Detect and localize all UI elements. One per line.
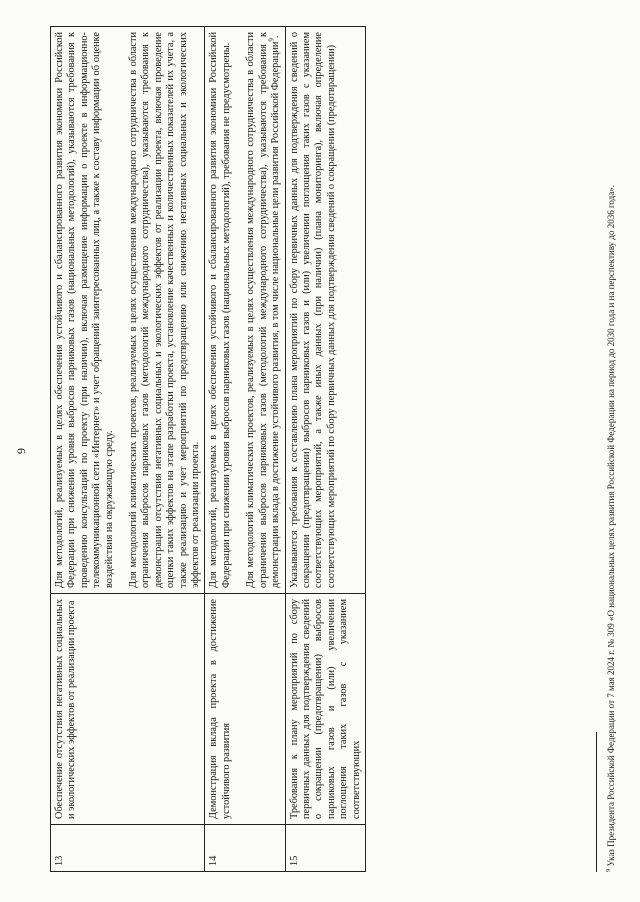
table-row — [285, 27, 365, 872]
requirement-cell: Обеспечение отсутствия негативных социальных и экологических эффектов от реализации проекта — [51, 594, 205, 825]
description-paragraph — [245, 32, 282, 588]
row-number: 13 — [51, 825, 205, 872]
description-cell — [285, 27, 365, 594]
description-cell — [205, 27, 285, 594]
row-number: 15 — [285, 825, 365, 872]
requirement-cell: Требования к плану мероприятий по сбору первичных данных для подтверждения сведений о сокращении (предотвращении) выбросов парниковых газов и (или) увеличении поглощения таких газов с указанием соответствующих — [285, 594, 365, 825]
description-paragraph: Для методологий, реализуемых в целях обеспечения устойчивого и сбалансированного развития экономики Российской Федерации при снижении уровня выбросов парниковых газов (национальных методологий), указываются требования к проведению консультаций по проекту (при наличии), включая размещение информации о проекте в информационно-телекоммуникационной сети «Интернет» и учет обращений заинтересованных лиц, а также к составу информации об оценке воздействия на окружающую среду. — [54, 32, 115, 588]
row-number: 14 — [205, 825, 285, 872]
description-paragraph: Для методологий, реализуемых в целях обеспечения устойчивого и сбалансированного развития экономики Российской Федерации при снижении уровня выбросов парниковых газов (национальных методологий), требования не предусмотрены. — [208, 32, 232, 588]
description-cell — [51, 27, 205, 594]
footnote — [603, 26, 617, 872]
description-paragraph: Для методологий климатических проектов, реализуемых в целях осуществления международного сотрудничества в области ограничения выбросов парниковых газов (методологий международного сотрудничества), указываются требования к демонстрации отсутствия негативных социальных и экологических эффектов от реализации проекта, включая проведение оценки таких эффектов на этапе разработки проекта, установление качественных и количественных показателей их учета, а также реализацию и учет мероприятий по предотвращению или снижению негативных социальных и экологических эффектов от реализации проекта. — [128, 32, 202, 588]
requirement-cell: Демонстрация вклада проекта в достижение устойчивого развития — [205, 594, 285, 825]
page-number: 9 — [14, 448, 28, 454]
table-row — [205, 27, 285, 872]
footnote-text: Указ Президента Российской Федерации от 7 мая 2024 г. № 309 «О национальных целях развития Российской Федерации на период до 2030 года и на перспективу до 2036 года». — [606, 185, 616, 867]
table-row — [51, 27, 205, 872]
description-text: Для методологий климатических проектов, реализуемых в целях осуществления международного сотрудничества в области ограничения выбросов парниковых газов (методологий международного сотрудничества), указываются требования к демонстрации вклада в достижение устойчивого развития, в том числе национальные цели развития Российской Федерации — [245, 32, 282, 588]
description-paragraph: Указываются требования к составлению плана мероприятий по сбору первичных данных для подтверждения сведений о сокращении (предотвращении) выбросов парниковых газов и (или) увеличении поглощения таких газов с указанием соответствующих мероприятий, а также иных данных (при наличии) (плана мониторинга), включая определение соответствующих мероприятий по сбору первичных данных для подтверждения сведений о сокращении (предотвращении) — [288, 32, 337, 588]
description-end: . — [270, 35, 282, 39]
requirements-table — [50, 26, 366, 872]
footnote-divider — [596, 732, 597, 872]
footnote-reference: 9 — [267, 38, 276, 42]
footnote-mark: 9 — [605, 868, 612, 872]
